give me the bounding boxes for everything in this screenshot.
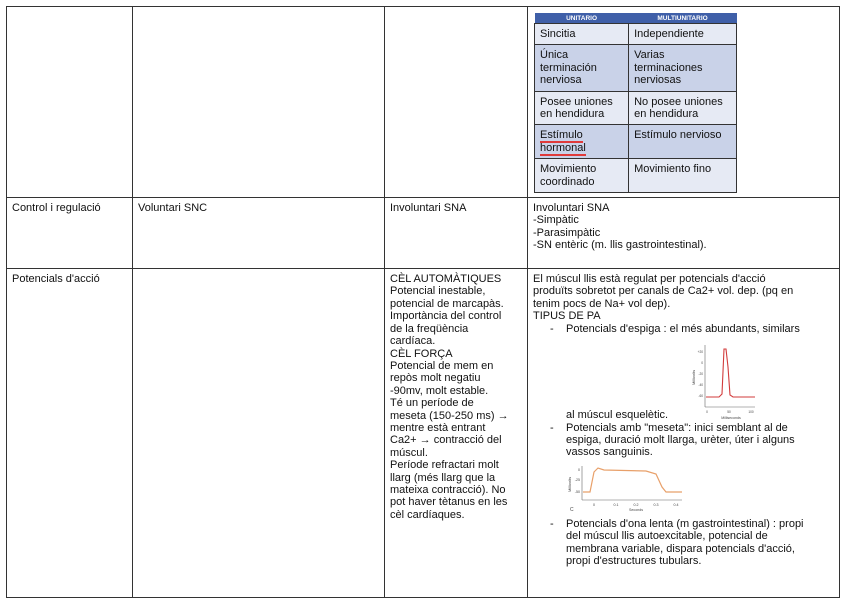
- text-line: meseta (150-250 ms) →: [390, 409, 509, 422]
- comparison-cell: Posee uniones en hendidura: [535, 91, 629, 125]
- comparison-cell: Independiente: [629, 24, 737, 45]
- text-line: Potencial inestable,: [390, 285, 486, 298]
- comparison-row: [535, 45, 737, 91]
- text-line: -SN entèric (m. llis gastrointestinal).: [533, 239, 707, 252]
- comparison-cell: Única terminación nerviosa: [535, 45, 629, 91]
- text-line: produïts sobretot per canals de Ca2+ vol. dep. (pq en: [533, 285, 794, 298]
- fig1-xtick: 50: [727, 410, 731, 415]
- comparison-header-unitario: UNITARIO: [535, 13, 629, 24]
- text-line: TIPUS DE PA: [533, 310, 601, 323]
- fig1-ytick: -60: [698, 394, 703, 399]
- fig1-xlabel: Milliseconds: [721, 416, 741, 421]
- list-item: [533, 518, 834, 568]
- cell-col2: [133, 269, 385, 598]
- fig1-ytick: -40: [698, 383, 703, 388]
- fig2-ytick: 0: [578, 467, 580, 472]
- fig2-ytick: -25: [574, 477, 580, 482]
- text-line: -Parasimpàtic: [533, 226, 601, 239]
- fig1-ylabel: Millivolts: [691, 369, 696, 386]
- figure-background: [566, 462, 686, 514]
- unitary-multiunit-comparison-image: [534, 13, 737, 193]
- text-line: Període refractari molt: [390, 459, 499, 472]
- cell-col3: Involuntari SNA: [385, 198, 528, 269]
- row-label: Control i regulació: [7, 198, 133, 269]
- text-line: -Simpàtic: [533, 214, 579, 227]
- text-line: Potencials d'espiga : el més abundants, similars: [566, 322, 800, 335]
- table-row: [7, 269, 840, 598]
- fig2-xtick: 0: [593, 502, 595, 507]
- bullet-dash: -: [550, 517, 554, 530]
- text-line: tenim pocs de Na+ vol dep).: [533, 297, 671, 310]
- fig2-xtick: 0.4: [673, 502, 679, 507]
- comparison-cell: [535, 125, 629, 159]
- plateau-potential-figure: [566, 462, 686, 514]
- row-label: [7, 7, 133, 198]
- notes-table: [6, 6, 840, 598]
- cell-col4: [528, 7, 840, 198]
- fig2-ytick: -50: [574, 489, 580, 494]
- comparison-cell: No posee uniones en hendidura: [629, 91, 737, 125]
- text-line: del múscul llis autoexcitable, potencial de: [566, 530, 768, 543]
- fig1-xtick: 0: [706, 410, 708, 415]
- text-line: El múscul llis està regulat per potencials d'acció: [533, 273, 766, 286]
- comparison-row: [535, 91, 737, 125]
- cell-col2: [133, 7, 385, 198]
- comparison-row: [535, 159, 737, 193]
- text-line: mateixa contracció). No: [390, 483, 506, 496]
- underlined-term: Estímulo hormonal: [540, 129, 586, 154]
- fig2-ylabel: Millivolts: [567, 476, 572, 492]
- bullet-dash: -: [550, 322, 554, 335]
- text-line: cèl cardíaques.: [390, 508, 465, 521]
- text-line: cardíaca.: [390, 335, 436, 348]
- text-line: propi d'estructures tubulars.: [566, 554, 702, 567]
- text-line: CÈL AUTOMÀTIQUES: [390, 273, 502, 286]
- fig1-ytick: 0: [701, 361, 703, 366]
- table-row: [7, 198, 840, 269]
- text-line: Importància del control: [390, 310, 502, 323]
- comparison-row: [535, 24, 737, 45]
- text-line: repòs molt negatiu: [390, 372, 481, 385]
- fig2-corner-label: C: [570, 506, 574, 513]
- fig1-ytick: +20: [697, 350, 703, 355]
- fig2-xtick: 0.3: [653, 502, 659, 507]
- row-label: Potencials d'acció: [7, 269, 133, 598]
- text-line: pot haver tètanus en les: [390, 496, 508, 509]
- list-item: [533, 323, 834, 422]
- comparison-cell: Movimiento coordinado: [535, 159, 629, 193]
- comparison-cell: Movimiento fino: [629, 159, 737, 193]
- table-row: [7, 7, 840, 198]
- cell-col3: [385, 7, 528, 198]
- spike-potential-figure: [691, 337, 761, 421]
- text-line: Té un període de: [390, 397, 474, 410]
- text-line: Ca2+ → contracció del: [390, 434, 502, 447]
- text-line: Potencial de mem en: [390, 359, 494, 372]
- text-line: Potencials amb "meseta": inici semblant al de: [566, 421, 788, 434]
- text-line: potencial de marcapàs.: [390, 297, 504, 310]
- text-line: llarg (més llarg que la: [390, 471, 496, 484]
- cell-col4: [528, 269, 840, 598]
- text-line: -90mv, molt estable.: [390, 384, 489, 397]
- text-line: espiga, duració molt llarga, urèter, úter i alguns: [566, 433, 795, 446]
- comparison-header-multiunitario: MULTIUNITARIO: [629, 13, 737, 24]
- cell-col2: Voluntari SNC: [133, 198, 385, 269]
- cell-col4: [528, 198, 840, 269]
- comparison-cell: Varias terminaciones nerviosas: [629, 45, 737, 91]
- list-item: [533, 422, 834, 514]
- text-line: de la freqüència: [390, 322, 469, 335]
- text-line: Potencials d'ona lenta (m gastrointestinal) : propi: [566, 517, 804, 530]
- fig2-xtick: 0.2: [633, 502, 639, 507]
- fig1-ytick: -20: [698, 372, 703, 377]
- comparison-header-row: [535, 13, 737, 24]
- fig2-xlabel: Seconds: [629, 507, 643, 512]
- bullet-dash: -: [550, 421, 554, 434]
- fig2-xtick: 0.1: [613, 502, 619, 507]
- text-line: al múscul esquelètic.: [566, 409, 669, 422]
- comparison-cell: Sincitia: [535, 24, 629, 45]
- comparison-cell: Estímulo nervioso: [629, 125, 737, 159]
- pa-types-list: [533, 323, 834, 568]
- fig1-xtick: 100: [748, 410, 754, 415]
- text-line: múscul.: [390, 446, 428, 459]
- text-line: Involuntari SNA: [533, 202, 610, 215]
- text-line: membrana variable, dispara potencials d'acció,: [566, 542, 795, 555]
- comparison-row: [535, 125, 737, 159]
- cell-col3: [385, 269, 528, 598]
- text-line: vassos sanguinis.: [566, 446, 653, 459]
- text-line: mentre està entrant: [390, 421, 486, 434]
- text-line: CÈL FORÇA: [390, 347, 453, 360]
